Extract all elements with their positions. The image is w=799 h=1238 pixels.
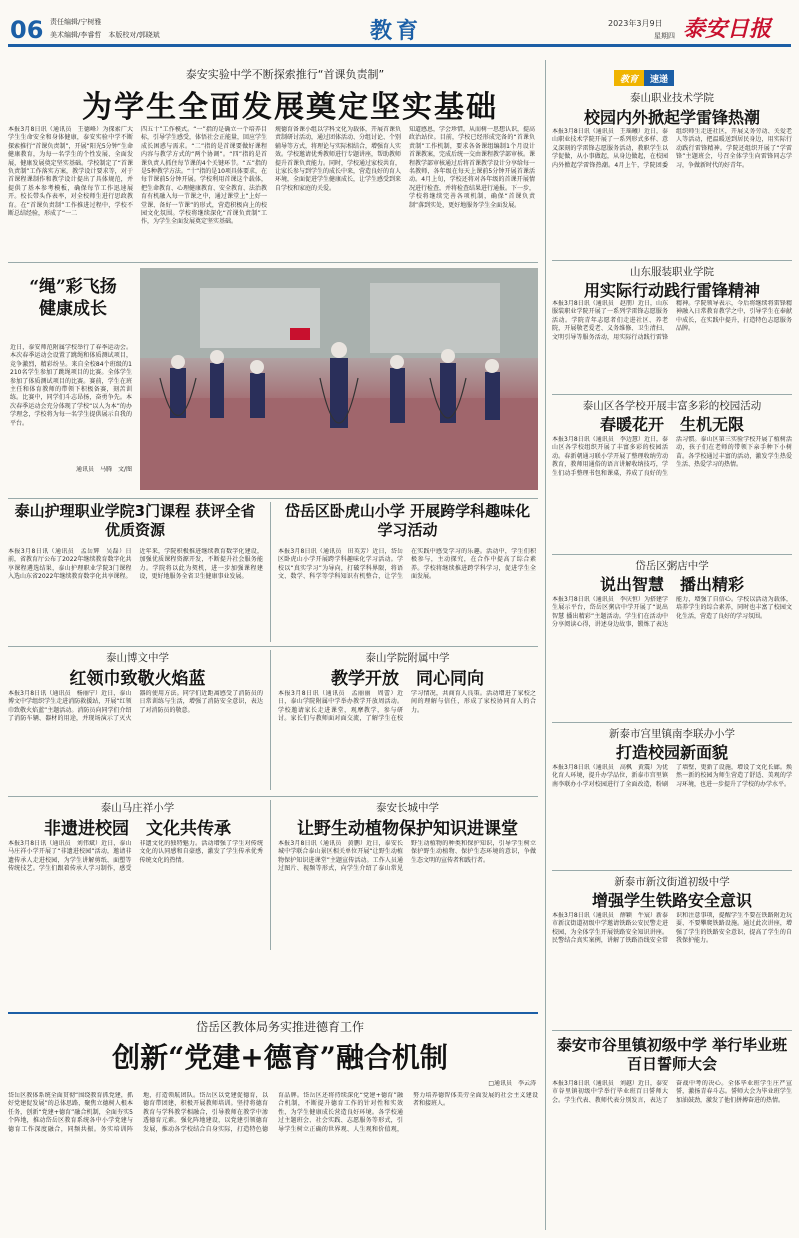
lead-headline: 为学生全面发展奠定坚实基础 — [82, 90, 498, 125]
rope-title: “绳”彩飞扬 健康成长 — [29, 277, 117, 319]
rope-byline: 通讯员 马腾 文/图 — [75, 466, 132, 473]
divider — [552, 722, 792, 723]
divider — [270, 650, 271, 790]
a2-body: 本报3月8日讯（通讯员 赵朋）近日，山东服装职业学院开展了一系列学雷锋志愿服务活动。学院青年志愿者们走进社区、养老院，开展敬老爱老、义务维修、卫生清扫、文明引导等服务活动，用实际行动践行雷锋精神。学院领导表示，今后将继续将雷锋精神融入日常教育教学之中，引导学生在奉献中成长，在实践中提升，打造特色志愿服务品牌。 — [552, 300, 792, 341]
editor-line-2: 美术编辑/李睿哲 本版校对/郭晓斌 — [50, 31, 160, 39]
divider — [270, 800, 271, 950]
bottom-byline: □通讯员 李云涛 — [488, 1080, 536, 1087]
lead-col-2: 四五十”工作模式。“一”指的是确立一个培养目标，引导学生感受，体悟社会正能量，回应学生成长困惑与需求。“二”指的是首课要做好课程内容与教学方式的“两个协调”。“四”指的是首课负责人抓住每节课的4个关键环节。“五”指的是5种教学方法。“十”指的是10项具体要求，在每节课前5分钟开展。学校利用首课这个载体，把生命教育、心理健康教育、安全教育、法治教育有机融入每一节课之中，通过课堂上“上好一堂课、备好一节课”的形式，营造积极向上的校园文化氛围。学校将继续深化“首课负责制”工作，为学生全面发展奠定坚实基础。 — [141, 126, 267, 226]
lead-col-4: 知道感恩，学会珍惜，从而树一思想认识，提高政治站位。目前，学校已经形成完备的“首课负责制”工作机制，要求各备课组编制1个月设计首课教案，完成后统一交由课程教学部审核。课程教学部审核通过后将首课教学设计分享给每一名教师，各年级在每天上课前5分钟开展首课活动。4月上旬，学校还将对各年级的首课开展情况进行检查，并将检查结果进行通报。下一步，学校将继续完善各项机制，确保“首课负责制”落到实处，更好地服务学生全面发展。 — [409, 126, 535, 209]
rope-body: 近日，泰安师范附属学校举行了春季运动会。本次春季运动会设置了跳绳和体质测试项目，竞争激烈，精彩纷呈。来自全校84个班级的1210名学生参加了跳绳项目的比赛。全体学生参加了体质测试项目的比赛。赛前，学生在班主任和体育教师的带领下积极备赛，刻苦训练。比赛中，同学们斗志昂扬，奋勇争先。本次春季运动会充分体现了学校“以人为本”的办学理念，学校将为每一名学生提供展示自我的平台。 — [10, 344, 132, 427]
express-tag-label: 教育 — [614, 70, 644, 86]
a3-title: 春暖花开 生机无限 — [599, 415, 744, 434]
lead-kicker: 泰安实验中学不断探索推行“首课负责制” — [185, 68, 385, 81]
b3-body: 本报3月8日讯（通讯员 杨丽宁）近日，泰山博文中学组织学生走进消防救援站，开展“红领巾致敬火焰蓝”主题活动。消防员向同学们介绍了消防车辆、器材的用途，并现场演示了灭火器的使用方法。同学们近距离感受了消防员的日常训练与生活，增强了消防安全意识，表达了对消防员的敬意。 — [8, 690, 263, 723]
rope-skipping-photo — [140, 268, 538, 490]
b6-kicker: 泰安长城中学 — [376, 802, 439, 814]
divider — [552, 870, 792, 871]
divider — [8, 796, 538, 797]
divider — [8, 498, 538, 499]
b2-title: 岱岳区卧虎山小学 开展跨学科趣味化学习活动 — [284, 502, 531, 539]
divider — [552, 1030, 792, 1031]
divider — [8, 646, 538, 647]
section-title: 教育 — [370, 19, 423, 44]
b4-kicker: 泰山学院附属中学 — [365, 652, 450, 664]
bottom-headline: 创新“党建+德育”融合机制 — [112, 1041, 448, 1074]
lead-col-3: 规德育备课小组以学科文化为载体，开展首课负责制研讨活动，通过团体活动、分组讨论、个别辅导等方式，将理论与实际相结合，增强育人实效。学校邀请优秀教师进行专题讲座，帮助教师提升首课负责能力。同时，学校通过家校共育，让家长参与到学生的成长中来，营造良好的育人环境，全面促进学生健康成长，让学生感受到来自学校和家庭的关爱。 — [275, 126, 401, 192]
b4-body: 本报3月8日讯（通讯员 孟丽丽 周蕾）近日，泰山学院附属中学举办教学开放周活动。学校邀请家长走进课堂，观摩教学，参与研讨。家长们与教师面对面交流，了解学生在校学习情况，共商育人良策。活动增进了家校之间的理解与信任，形成了家校协同育人的合力。 — [278, 690, 536, 723]
a7-body: 本报3月8日讯（通讯员 刘越）近日，泰安市谷里镇初级中学举行毕业班百日誓师大会。学生代表、教师代表分别发言，表达了奋战中考的决心。全体毕业班学生庄严宣誓，激扬青春斗志。誓师大会为毕业班学生加油鼓劲，激发了他们拼搏奋进的热情。 — [552, 1080, 792, 1104]
a3-body: 本报3月8日讯（通讯员 李边慧）近日，泰山区各学校组织开展了丰富多彩的校园活动。春新朝通习联小学开展了整理收纳劳动教育，教师用通俗的语言讲解收纳技巧，学生们动手整理书包和课桌，养成了良好的生活习惯。泰山区第三实验学校开展了植树活动，孩子们在老师的带领下亲手种下小树苗。各学校通过丰富的活动，激发学生热爱生活、热爱学习的热情。 — [552, 436, 792, 477]
b2-body: 本报3月8日讯（通讯员 田英芳）近日，岱岳区卧虎山小学开展跨学科趣味化学习活动。学校以“真实学习”为导向，打破学科界限，将语文、数学、科学等学科知识有机整合，让学生在实践中感受学习的乐趣。活动中，学生们积极参与，主动探究，在合作中提高了综合素养。学校将继续推进跨学科学习，促进学生全面发展。 — [278, 548, 536, 581]
masthead-rule — [8, 44, 791, 47]
issue-weekday: 星期四 — [654, 32, 675, 40]
a4-title: 说出智慧 播出精彩 — [599, 575, 744, 594]
page-number: 06 — [10, 16, 44, 44]
divider — [545, 60, 546, 1230]
bottom-body: 岱岳区教体系统全面贯彻“围绕教育抓党建，抓好党建促发展”的总体思路，聚焦立德树人根本任务，创新“党建+德育”融合机制，全面夯实5个阵地，推动岱岳区教育系统各中小学党建与德育工作深度融合，同频共振。务实培训阵地，打造领航团队。岱岳区以党建促德育，以德育带团建，积极开展教师培训。坚持将德育教育与学科教学相融合，引导教师在教学中渗透德育元素。强化阵地建设，以党建引领德育发展，推动各学校结合自身实际，打造特色德育品牌。岱岳区还将持续深化“党建+德育”融合机制，不断提升德育工作的针对性和实效性，为学生健康成长营造良好环境。各学校通过主题班会、社会实践、志愿服务等形式，引导学生树立正确的世界观、人生观和价值观，努力培养德智体美劳全面发展的社会主义建设者和接班人。 — [8, 1092, 538, 1133]
photo-illustration — [140, 268, 538, 490]
a6-kicker: 新泰市新汶街道初级中学 — [614, 876, 730, 888]
a7-title: 泰安市谷里镇初级中学 举行毕业班百日誓师大会 — [556, 1036, 788, 1073]
lead-col-1: 本报3月8日讯（通讯员 王德峰）为探索广大学生生命安全和身体健康，泰安实验中学不断探索推行“首课负责制”，开展“阳光5分钟”生命健康教育，为每一名学生的个性发展、全面发展，健康发展奠定坚实基础。学校制定了“首课负责制”工作落实方案，教学设计要求等，对于首课程课制作和教学设计提出了具体规范，并提供了基本参考模板，确保每节工作迅速展开。校长带头作表率，对全校师生进行思政教育。在“首课负责制”工作推进过程中，学校不断总结经验，形成了“一二 — [8, 126, 133, 218]
express-tag-label-2: 速递 — [644, 70, 674, 86]
a4-body: 本报3月8日讯（通讯员 李庆恒）为搭建学生展示平台，岱岳区粥店中学开展了“说出智慧 播出精彩”主题活动。学生们在活动中分享阅读心得，讲述身边故事，锻炼了表达能力，增强了自信心。学校以活动为载体，培养学生的综合素养，同时也丰富了校园文化生活，营造了良好的学习氛围。 — [552, 596, 792, 629]
a2-title: 用实际行动践行雷锋精神 — [583, 281, 760, 300]
paper-logo: 泰安日报 — [683, 16, 772, 42]
b3-title: 红领巾致敬火焰蓝 — [69, 669, 206, 689]
bottom-kicker: 岱岳区教体局务实推进德育工作 — [195, 1020, 364, 1034]
b1-title: 泰山护理职业学院3门课程 获评全省优质资源 — [14, 502, 256, 539]
divider — [270, 502, 271, 642]
issue-date: 2023年3月9日 — [608, 19, 663, 28]
b5-kicker: 泰山马庄祥小学 — [100, 802, 175, 814]
b5-body: 本报3月8日讯（通讯员 刘伟斌）近日，泰山马庄祥小学开展了“非遗进校园”活动，邀请非遗传承人走进校园，为学生讲解剪纸、面塑等传统技艺。学生们跟着传承人学习制作，感受非遗文化的独特魅力。活动增强了学生对传统文化的认同感和自豪感，激发了学生传承优秀传统文化的热情。 — [8, 840, 263, 873]
express-tag — [614, 70, 724, 86]
divider — [8, 1012, 538, 1014]
a1-title: 校园内外掀起学雷锋热潮 — [583, 108, 760, 127]
b3-kicker: 泰山博文中学 — [106, 652, 169, 664]
b6-body: 本报3月8日讯（通讯员 黄鹏）近日，泰安长城中学联合泰山景区相关单位开展“让野生动植物保护知识进课堂”主题宣传活动。工作人员通过图片、视频等形式，向学生介绍了泰山常见野生动植物的种类和保护知识，引导学生树立保护野生动植物、保护生态环境的意识，争做生态文明的宣传者和践行者。 — [278, 840, 536, 873]
b5-title: 非遗进校园 文化共传承 — [44, 819, 231, 839]
editor-line-1: 责任编辑/宁树雅 — [50, 18, 102, 26]
divider — [552, 554, 792, 555]
a2-kicker: 山东服装职业学院 — [630, 266, 714, 278]
a3-kicker: 泰山区各学校开展丰富多彩的校园活动 — [582, 400, 762, 412]
a5-body: 本报3月8日讯（通讯员 高枫 黄震）为优化育人环境，提升办学品位，新泰市宫里镇南李联办小学对校园进行了全面改造，粉刷了墙壁，更新了设施，增设了文化长廊。焕然一新的校园为师生营造了舒适、美观的学习环境，也进一步提升了学校的办学水平。 — [552, 764, 792, 788]
divider — [552, 260, 792, 261]
divider — [552, 394, 792, 395]
a1-body: 本报3月8日讯（通讯员 王瑶曦）近日，泰山职业技术学院开展了一系列形式多样、意义深刻的学雷锋志愿服务活动，教职学生以学促做，从小事做起，从身边做起，在校园内外掀起学雷锋热潮。4月上午，学院团委组织师生走进社区，开展义务劳动、关爱老人等活动，把温暖送到居民身边，用实际行动践行雷锋精神。学院还组织开展了“学雷锋”主题班会，号召全体学生向雷锋同志学习，争做新时代的好青年。 — [552, 128, 792, 169]
a5-title: 打造校园新面貌 — [615, 743, 728, 762]
b1-body: 本报3月8日讯（通讯员 孟岳辉 吴磊）日前，省教育厅公布了2022年继续教育数字化共享课程遴选结果，泰山护理职业学院3门课程入选山东省2022年继续教育数字化共享课程。近年来，学院积极推进继续教育数字化建设，加强优质课程资源开发，不断提升社会服务能力。学院将以此为契机，进一步加强课程建设，更好地服务全省卫生健康事业发展。 — [8, 548, 263, 581]
a6-body: 本报3月8日讯（通讯员 薛颖 牛宸）新泰市新汶街道初级中学邀请铁路公安民警走进校园，为全体学生开展铁路安全知识讲座。民警结合真实案例，讲解了铁路沿线安全常识和注意事项，提醒学生不要在铁路附近玩耍、不要攀爬铁路设施。通过此次讲座，增强了学生的铁路安全意识，提高了学生的自我保护能力。 — [552, 912, 792, 945]
b6-title: 让野生动植物保护知识进课堂 — [297, 819, 518, 839]
a5-kicker: 新泰市宫里镇南李联办小学 — [609, 728, 735, 740]
divider — [8, 262, 538, 263]
a6-title: 增强学生铁路安全意识 — [591, 891, 752, 910]
a4-kicker: 岱岳区粥店中学 — [635, 560, 709, 572]
a1-kicker: 泰山职业技术学院 — [630, 92, 714, 104]
b4-title: 教学开放 同心同向 — [331, 669, 484, 689]
